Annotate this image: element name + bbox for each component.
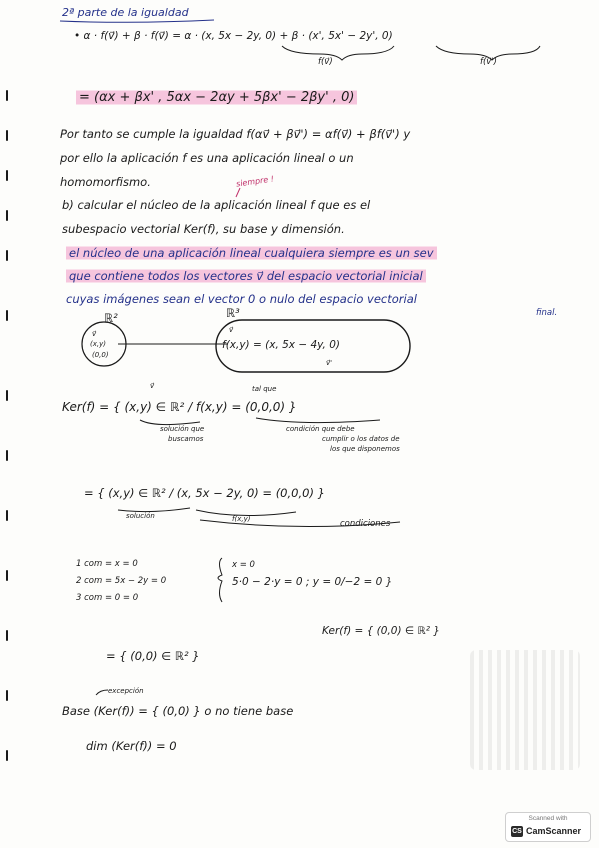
note-condition-1: condición que debe <box>286 425 355 433</box>
ker-condiciones-label: condiciones <box>340 519 391 529</box>
note-condition-2: cumplir o los datos de <box>322 435 400 443</box>
camscanner-badge <box>505 812 591 842</box>
tal-que-note: tal que <box>252 385 277 393</box>
note-condition-3: los que disponemos <box>330 445 400 453</box>
definition-line-1: el núcleo de una aplicación lineal cualquiera siempre es un sev <box>66 248 437 260</box>
kernel-equation: = { (x,y) ∈ ℝ² / (x, 5x − 2y, 0) = (0,0,0) } <box>84 486 325 500</box>
highlighted-result: = (αx + βx' , 5αx − 2αy + 5βx' − 2βy' , 0) <box>76 89 357 106</box>
scanner-name: CamScanner <box>526 826 582 836</box>
definition-line-2: que contiene todos los vectores v⃗ del espacio vectorial inicial <box>66 271 426 283</box>
brace-label-f-v: f(v⃗) <box>318 57 333 67</box>
component-1: 1 com = x = 0 <box>76 559 138 569</box>
excepcion-note: excepción <box>108 687 144 695</box>
siempre-note: siempre ! <box>235 174 275 189</box>
note-solution-2: buscamos <box>168 435 204 443</box>
ker-fxy-label: f(x,y) <box>232 515 251 523</box>
ker-v-label: v⃗ <box>150 382 155 390</box>
definition-line-3: cuyas imágenes sean el vector 0 o nulo del espacio vectorial <box>66 292 417 306</box>
note-solution-1: solución que <box>160 425 205 433</box>
kernel-set-zero: = { (0,0) ∈ ℝ² } <box>106 649 200 663</box>
conclusion-line-1: Por tanto se cumple la igualdad f(αv⃗ + βv⃗') = αf(v⃗) + βf(v⃗') y <box>60 127 411 141</box>
diagram-map-formula: f(x,y) = (x, 5x − 4y, 0) <box>222 339 341 351</box>
diagram-v-prime-label: v⃗' <box>326 359 333 367</box>
kernel-dimension: dim (Ker(f)) = 0 <box>86 739 177 753</box>
kernel-definition: Ker(f) = { (x,y) ∈ ℝ² / f(x,y) = (0,0,0) } <box>62 400 297 414</box>
diagram-v-top-right: v⃗ <box>229 326 234 334</box>
conclusion-line-2: por ello la aplicación f es una aplicación lineal o un <box>60 151 354 165</box>
diagram-xy-label: (x,y) <box>90 340 106 348</box>
part-b-line-2: subespacio vectorial Ker(f), su base y dimensión. <box>62 222 345 236</box>
linear-combination-equation: • α · f(v⃗) + β · f(v⃗) = α · (x, 5x − 2y, 0) + β · (x', 5x' − 2y', 0) <box>74 30 393 42</box>
definition-line-4: final. <box>536 308 558 318</box>
diagram-zero-label: (0,0) <box>92 351 109 359</box>
kernel-result: Ker(f) = { (0,0) ∈ ℝ² } <box>322 625 440 637</box>
diagram-label-r2: ℝ² <box>104 311 118 325</box>
solve-line-1: x = 0 <box>232 560 255 570</box>
diagram-v-label: v⃗ <box>92 330 97 338</box>
section-heading: 2ª parte de la igualdad <box>62 6 189 19</box>
diagram-label-r3: ℝ³ <box>226 306 240 320</box>
component-3: 3 com = 0 = 0 <box>76 593 139 603</box>
component-2: 2 com = 5x − 2y = 0 <box>76 576 167 586</box>
ker-solucion-label: solución <box>126 512 155 520</box>
camscanner-logo-icon: CS <box>512 828 522 835</box>
kernel-base: Base (Ker(f)) = { (0,0) } o no tiene base <box>62 704 294 718</box>
scanner-caption: Scanned with <box>528 815 568 822</box>
part-b-line-1: b) calcular el núcleo de la aplicación lineal f que es el <box>62 198 371 212</box>
conclusion-line-3: homomorfismo. <box>60 175 151 189</box>
brace-label-f-v-prime: f(v⃗') <box>480 57 497 67</box>
solve-line-2: 5·0 − 2·y = 0 ; y = 0/−2 = 0 } <box>232 576 393 588</box>
